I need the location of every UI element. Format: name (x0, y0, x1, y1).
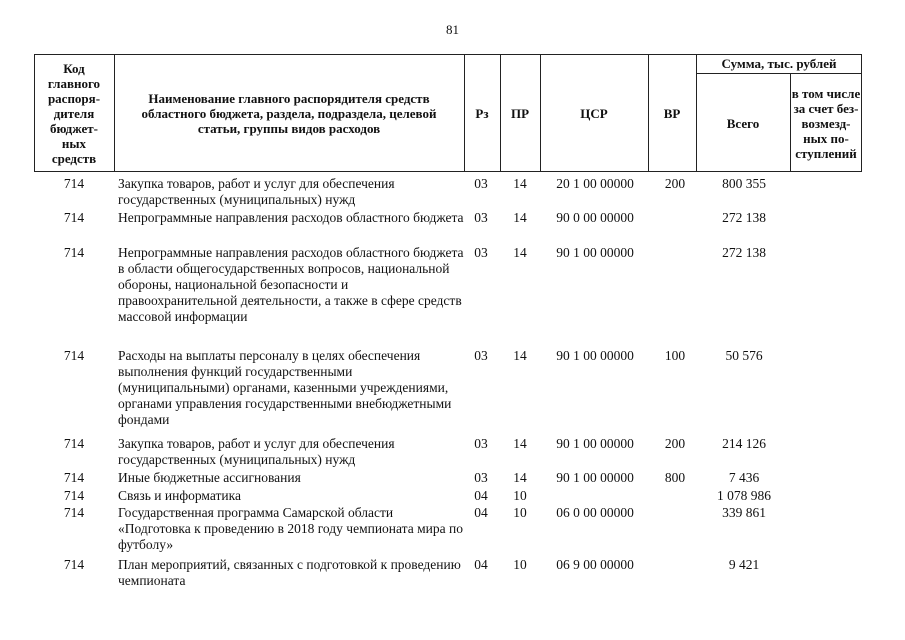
row-name: Связь и информатика (118, 488, 241, 503)
header-incl: в том числе за счет без- возмезд- ных по- ступлений (791, 85, 861, 161)
row-pr: 14 (513, 348, 527, 363)
row-name: Непрограммные направления расходов областного бюджета (118, 210, 464, 225)
row-pr: 10 (513, 505, 527, 520)
row-code: 714 (63, 557, 85, 572)
row-name: Расходы на выплаты персоналу в целях обеспечения выполнения функций государственными (муниципальными) органами, казенными учреждениями, органами управления государственными внебюджетными фондами (118, 348, 452, 427)
row-total: 9 421 (728, 557, 760, 572)
row-csr: 06 0 00 00000 (556, 505, 634, 520)
row-total: 339 861 (722, 505, 766, 520)
row-total: 50 576 (725, 348, 763, 363)
row-name: Закупка товаров, работ и услуг для обеспечения государственных (муниципальных) нужд (118, 176, 395, 207)
row-code: 714 (63, 210, 85, 225)
row-vr: 200 (664, 436, 686, 451)
header-total: Всего (726, 115, 760, 131)
row-csr: 90 1 00 00000 (556, 470, 634, 485)
header-rz: Рз (475, 105, 489, 121)
row-rz: 03 (474, 436, 488, 451)
row-pr: 10 (513, 488, 527, 503)
header-divider (114, 54, 115, 172)
row-rz: 03 (474, 245, 488, 260)
row-csr: 90 1 00 00000 (556, 436, 634, 451)
row-vr: 100 (664, 348, 686, 363)
row-total: 7 436 (728, 470, 760, 485)
row-pr: 14 (513, 210, 527, 225)
row-vr: 800 (664, 470, 686, 485)
row-total: 1 078 986 (717, 488, 771, 503)
row-rz: 03 (474, 348, 488, 363)
row-name: Непрограммные направления расходов областного бюджета в области общегосударственных вопросов, национальной обороны, национальной безопасности и правоохранительной деятельности, а также в сфере средств массовой информации (118, 245, 464, 324)
row-rz: 04 (474, 557, 488, 572)
row-name: Государственная программа Самарской области «Подготовка к проведению в 2018 году чемпионата мира по футболу» (118, 505, 463, 552)
row-rz: 03 (474, 210, 488, 225)
row-code: 714 (63, 488, 85, 503)
row-code: 714 (63, 436, 85, 451)
header-vr: ВР (663, 105, 681, 121)
row-pr: 14 (513, 436, 527, 451)
row-csr: 90 0 00 00000 (556, 210, 634, 225)
row-code: 714 (63, 470, 85, 485)
row-pr: 14 (513, 176, 527, 191)
row-code: 714 (63, 245, 85, 260)
row-pr: 14 (513, 245, 527, 260)
row-rz: 04 (474, 505, 488, 520)
row-total: 272 138 (722, 210, 766, 225)
row-total: 214 126 (722, 436, 766, 451)
row-rz: 03 (474, 470, 488, 485)
row-csr: 90 1 00 00000 (556, 348, 634, 363)
row-name: Закупка товаров, работ и услуг для обеспечения государственных (муниципальных) нужд (118, 436, 395, 467)
row-code: 714 (63, 505, 85, 520)
row-name: Иные бюджетные ассигнования (118, 470, 301, 485)
row-code: 714 (63, 176, 85, 191)
row-csr: 20 1 00 00000 (556, 176, 634, 191)
row-name: План мероприятий, связанных с подготовкой к проведению чемпионата (118, 557, 461, 588)
header-sum-title: Сумма, тыс. рублей (721, 56, 837, 71)
row-total: 272 138 (722, 245, 766, 260)
row-pr: 10 (513, 557, 527, 572)
row-code: 714 (63, 348, 85, 363)
header-pr: ПР (510, 105, 530, 121)
row-csr: 90 1 00 00000 (556, 245, 634, 260)
row-vr: 200 (664, 176, 686, 191)
header-name: Наименование главного распорядителя средств областного бюджета, раздела, подраздела, целевой статьи, группы видов расходов (141, 90, 437, 136)
row-total: 800 355 (722, 176, 766, 191)
page-number: 81 (446, 22, 459, 37)
row-csr: 06 9 00 00000 (556, 557, 634, 572)
header-csr: ЦСР (580, 105, 608, 121)
row-rz: 04 (474, 488, 488, 503)
header-code: Код главного распоря- дителя бюджет- ных средств (47, 60, 101, 166)
row-pr: 14 (513, 470, 527, 485)
row-rz: 03 (474, 176, 488, 191)
